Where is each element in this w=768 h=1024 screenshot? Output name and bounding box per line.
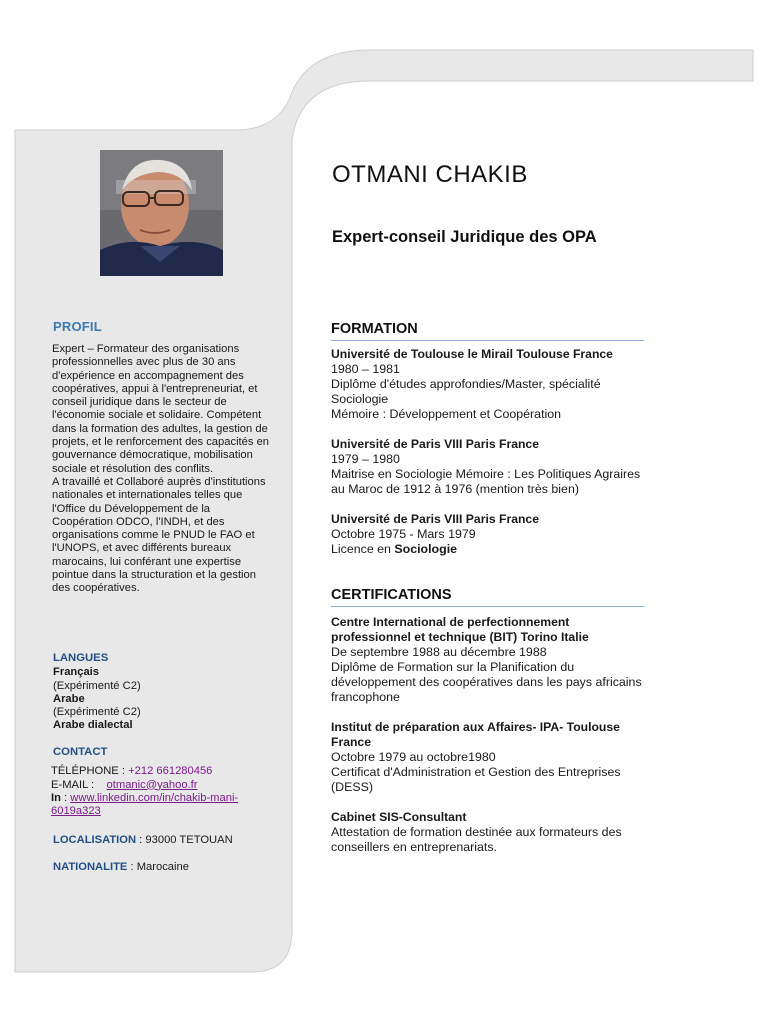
formation-degree: Maitrise en Sociologie Mémoire : Les Politiques Agraires au Maroc de 1912 à 1976 (mention très bien) <box>331 467 641 496</box>
localisation-label: LOCALISATION <box>53 834 137 846</box>
person-name: OTMANI CHAKIB <box>332 161 528 188</box>
formation-entry <box>331 512 644 557</box>
localisation-row <box>53 834 233 846</box>
formation-dates: Octobre 1975 - Mars 1979 <box>331 527 476 541</box>
formation-memoire <box>331 407 644 422</box>
formation-title: FORMATION <box>331 321 644 341</box>
phone-label: TÉLÉPHONE : <box>51 765 129 778</box>
langue-name: Arabe dialectal <box>53 719 133 732</box>
phone-number[interactable]: +212 661280456 <box>128 765 213 778</box>
certification-desc: Attestation de formation destinée aux formateurs des conseillers en entreprenariats. <box>331 825 622 854</box>
langue-level: (Expérimenté C2) <box>53 679 141 692</box>
certification-entry <box>331 615 644 705</box>
phone-row <box>51 765 270 778</box>
langues-title: LANGUES <box>53 652 109 664</box>
formation-degree: Diplôme d'études approfondies/Master, spécialité Sociologie <box>331 377 601 406</box>
formation-degree <box>331 542 644 557</box>
langue-level: (Expérimenté C2) <box>53 706 141 719</box>
email-row <box>51 779 270 792</box>
email-label: E-MAIL : <box>51 778 95 791</box>
certifications-title: CERTIFICATIONS <box>331 587 644 607</box>
formation-entry <box>331 347 644 422</box>
linkedin-label: In <box>51 791 61 804</box>
nationalite-label: NATIONALITE <box>53 861 128 873</box>
formation-memoire-label: Mémoire : <box>331 407 390 421</box>
formation-school: Université de Paris VIII Paris France <box>331 437 539 451</box>
linkedin-link[interactable]: www.linkedin.com/in/chakib-mani-6019a323 <box>51 791 239 818</box>
certification-org: Institut de préparation aux Affaires- IPA- Toulouse France <box>331 720 620 749</box>
formation-dates: 1979 – 1980 <box>331 452 400 466</box>
certification-dates: De septembre 1988 au décembre 1988 <box>331 645 547 659</box>
contact-section <box>46 746 270 818</box>
profil-summary <box>52 343 270 596</box>
formation-entry <box>331 437 644 497</box>
formation-degree-field: Sociologie <box>394 542 458 556</box>
certification-desc: Diplôme de Formation sur la Planification du développement des coopératives dans les pays africains francophone <box>331 660 642 704</box>
profil-title: PROFIL <box>53 319 102 334</box>
certification-desc: Certificat d'Administration et Gestion des Entreprises (DESS) <box>331 765 621 794</box>
formation-degree-prefix: Licence en <box>331 542 395 556</box>
email-link[interactable]: otmanic@yahoo.fr <box>106 778 198 791</box>
langues-section <box>53 652 263 733</box>
langue-name: Arabe <box>53 692 85 705</box>
nationalite-value: : Marocaine <box>127 861 189 873</box>
certification-entry <box>331 810 644 855</box>
certifications-section <box>331 587 644 855</box>
certification-org: Centre International de perfectionnement professionnel et technique (BIT) Torino Italie <box>331 615 589 644</box>
profil-text-1: Expert – Formateur des organisations professionnelles avec plus de 30 ans d'expérience en accompagnement des coopératives, appui à l'entrepreneuriat, et conseil juridique dans le secteur de l'économie sociale et solidaire. Compétent dans la formation des adultes, la gestion de projets, et le renforcement des capacités en gouvernance démocratique, mobilisation sociale et résolution des conflits. <box>52 343 270 475</box>
formation-section <box>331 321 644 557</box>
profile-photo <box>100 150 223 276</box>
person-role: Expert-conseil Juridique des OPA <box>332 228 597 246</box>
contact-title: CONTACT <box>53 746 108 758</box>
formation-school: Université de Paris VIII Paris France <box>331 512 539 526</box>
profil-text-2: A travaillé et Collaboré auprès d'institutions nationales et internationales telles que l'Office du Développement de la Coopération ODCO, l'INDH, et des organisations comme le PNUD le FAO et l'UNOPS, et avec différents bureaux marocains, lui conférant une expertise pointue dans la structuration et la gestion des coopératives. <box>52 475 266 595</box>
langue-name: Français <box>53 666 100 679</box>
formation-school: Université de Toulouse le Mirail Toulouse France <box>331 347 613 361</box>
formation-memoire-title: Développement et Coopération <box>389 407 562 421</box>
certification-org: Cabinet SIS-Consultant <box>331 810 467 824</box>
certification-entry <box>331 720 644 795</box>
linkedin-separator: : <box>60 791 71 804</box>
nationalite-row <box>53 861 189 873</box>
linkedin-row <box>51 792 270 819</box>
certification-dates: Octobre 1979 au octobre1980 <box>331 750 496 764</box>
localisation-value: : 93000 TETOUAN <box>136 834 233 846</box>
formation-dates: 1980 – 1981 <box>331 362 400 376</box>
